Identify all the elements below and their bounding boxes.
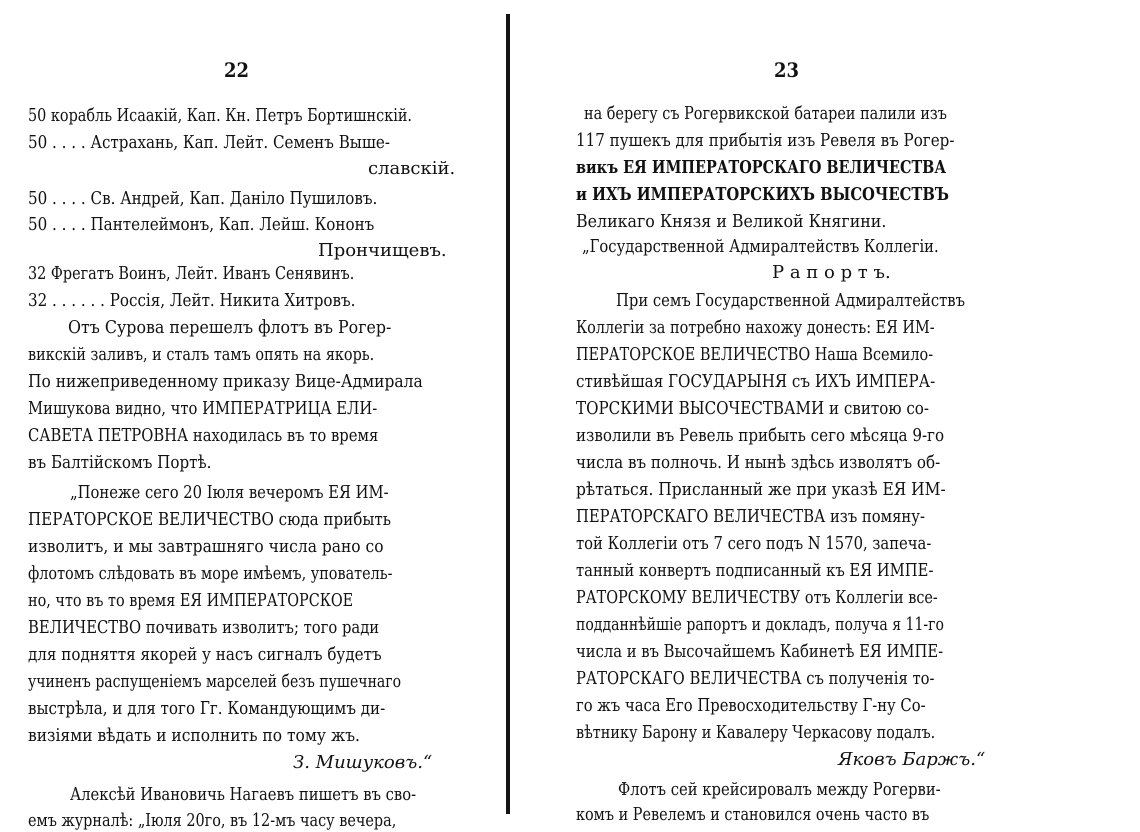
text-line: Флотъ сей крейсировалъ между Рогерви- — [618, 779, 941, 800]
text-line: Отъ Сурова перешелъ флотъ въ Рогер- — [68, 317, 392, 338]
text-line: Алексѣй Ивановичь Нагаевъ пишетъ въ сво- — [70, 784, 417, 805]
text-line: изволитъ, и мы завтрашняго числа рано со — [28, 536, 384, 557]
text-line: для подняття якорей у насъ сигналъ будетъ — [28, 644, 382, 665]
text-line: РАТОРСКОМУ ВЕЛИЧЕСТВУ отъ Коллегіи все- — [576, 587, 938, 608]
text-line: 32 Фрегатъ Воинъ, Лейт. Иванъ Сенявинъ. — [28, 263, 355, 284]
page-number-right: 23 — [774, 58, 800, 82]
text-line: САВЕТА ПЕТРОВНА находилась въ то время — [28, 425, 379, 446]
text-line: викскій заливъ, и сталъ тамъ опять на якорь. — [28, 344, 375, 365]
text-line: Коллегіи за потребно нахожу донесть: ЕЯ ИМ- — [576, 317, 935, 338]
book-gutter — [506, 14, 510, 814]
text-line: и ИХЪ ИМПЕРАТОРСКИХЪ ВЫСОЧЕСТВЪ — [576, 184, 949, 205]
text-line: вѣтнику Барону и Кавалеру Черкасову подалъ. — [576, 722, 936, 743]
text-line: викъ ЕЯ ИМПЕРАТОРСКАГО ВЕЛИЧЕСТВА — [576, 157, 947, 178]
text-line: славскій. — [368, 158, 456, 179]
signature-line: Яковъ Баржъ.“ — [838, 749, 986, 770]
text-line: 50 корабль Исаакій, Кап. Кн. Петръ Бортишнскій. — [28, 105, 413, 126]
text-line: ПЕРАТОРСКАГО ВЕЛИЧЕСТВА изъ помяну- — [576, 506, 925, 527]
text-line: въ Балтійскомъ Портѣ. — [28, 452, 212, 473]
text-line: учиненъ распущеніемъ марселей безъ пушечнаго — [28, 671, 402, 692]
text-line: изволили въ Ревель прибыть сего мѣсяца 9-го — [576, 425, 945, 446]
text-line: подданнѣйшіе рапортъ и докладъ, получа я 11-го — [576, 614, 944, 635]
text-line: ПЕРАТОРСКОЕ ВЕЛИЧЕСТВО Наша Всемило- — [576, 344, 934, 365]
page-number-left: 22 — [224, 58, 250, 82]
text-line: емъ журналѣ: „Іюля 20го, въ 12-мъ часу вечера, — [28, 810, 397, 831]
text-line: При семъ Государственной Адмиралтействъ — [616, 290, 966, 311]
text-line: „Государственной Адмиралтействъ Коллегіи. — [582, 236, 939, 257]
text-line: ВЕЛИЧЕСТВО почивать изволитъ; того ради — [28, 617, 380, 638]
text-line: комъ и Ревелемъ и становился очень часто въ — [576, 804, 930, 825]
text-line: рѣтаться. Присланный же при указѣ ЕЯ ИМ- — [576, 479, 946, 500]
text-line: 50 . . . . Астрахань, Кап. Лейт. Семенъ Выше- — [28, 132, 390, 153]
text-line: 32 . . . . . . Россія, Лейт. Никита Хитровъ. — [28, 290, 356, 311]
text-line: той Коллегіи отъ 7 сего подъ N 1570, запеча- — [576, 533, 932, 554]
text-line: визіями вѣдать и исполнить по тому жъ. — [28, 725, 360, 746]
text-line: 117 пушекъ для прибытія изъ Ревеля въ Рогер- — [576, 130, 955, 151]
text-line: РАТОРСКАГО ВЕЛИЧЕСТВА съ полученія то- — [576, 668, 935, 689]
text-line: флотомъ слѣдовать въ море имѣемъ, упователь- — [28, 563, 393, 584]
text-line: го жъ часа Его Превосходительству Г-ну Со- — [576, 695, 926, 716]
text-line: выстрѣла, и для того Гг. Командующимъ ди- — [28, 698, 386, 719]
text-line: Прончищевъ. — [318, 240, 447, 261]
text-line: По нижеприведенному приказу Вице-Адмирала — [28, 371, 423, 392]
text-line: „Понеже сего 20 Іюля вечеромъ ЕЯ ИМ- — [70, 482, 389, 503]
text-line: Великаго Князя и Великой Княгини. — [576, 211, 887, 232]
text-line: числа и въ Высочайшемъ Кабинетѣ ЕЯ ИМПЕ- — [576, 641, 944, 662]
text-line: ПЕРАТОРСКОЕ ВЕЛИЧЕСТВО сюда прибыть — [28, 509, 391, 530]
signature-line: З. Мишуковъ.“ — [293, 752, 433, 773]
text-line: но, что въ то время ЕЯ ИМПЕРАТОРСКОЕ — [28, 590, 354, 611]
text-line: стивѣйшая ГОСУДАРЫНЯ съ ИХЪ ИМПЕРА- — [576, 371, 936, 392]
text-line: ТОРСКИМИ ВЫСОЧЕСТВАМИ и свитою со- — [576, 398, 930, 419]
text-line: числа въ полночь. И нынѣ здѣсь изволятъ об- — [576, 452, 941, 473]
text-line: Р а п о р т ъ. — [772, 262, 891, 283]
text-line: на берегу съ Рогервикской батареи палили изъ — [584, 103, 947, 124]
text-line: 50 . . . . Пантелеймонъ, Кап. Лейш. Кононъ — [28, 214, 375, 235]
text-line: Мишукова видно, что ИМПЕРАТРИЦА ЕЛИ- — [28, 398, 378, 419]
text-line: 50 . . . . Св. Андрей, Кап. Даніло Пушиловъ. — [28, 188, 378, 209]
text-line: танный конвертъ подписанный къ ЕЯ ИМПЕ- — [576, 560, 934, 581]
